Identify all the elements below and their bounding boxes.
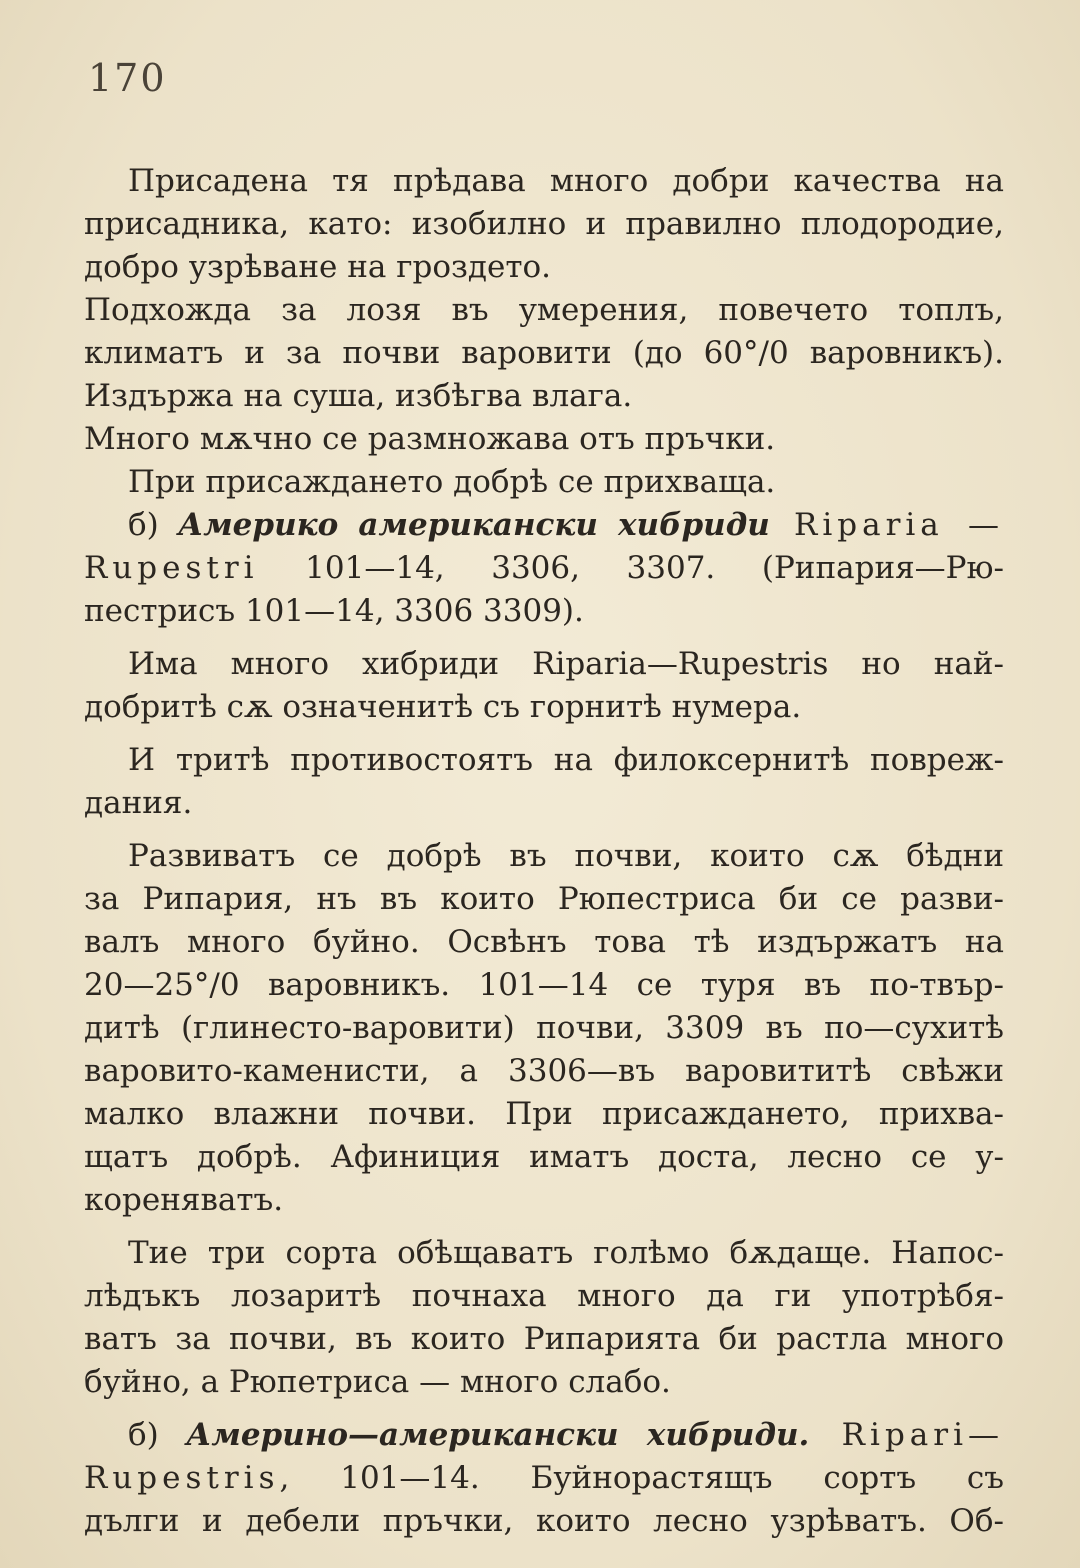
text-line: кореняватъ. [84, 1182, 284, 1218]
text-line: И тритѣ противостоятъ на филоксернитѣ повреж- [128, 742, 1004, 778]
spaced-latin-name: Rupestri [84, 550, 259, 586]
paragraph-gap [84, 825, 1004, 835]
text-line: дания. [84, 785, 193, 821]
text-line: дитѣ (глинесто-варовити) почви, 3309 въ по—сухитѣ [84, 1010, 1004, 1046]
text-line: валъ много буйно. Освѣнъ това тѣ издържатъ на [84, 924, 1004, 960]
italic-heading: Америно—американски хибриди. [186, 1417, 810, 1453]
text-line: пестрисъ 101—14, 3306 3309). [84, 593, 584, 629]
text-line: Тие три сорта обѣщаватъ голѣмо бѫдаще. Напос- [128, 1235, 1004, 1271]
text-line: дълги и дебели пръчки, които лесно узрѣватъ. Об- [84, 1503, 1004, 1539]
page-number: 170 [88, 56, 167, 100]
paragraph-gap [84, 729, 1004, 739]
text-line [84, 504, 1004, 547]
text-segment: б) [128, 1417, 187, 1453]
text-line: варовито-каменисти, а 3306—въ варовититѣ свѣжи [84, 1053, 1004, 1089]
text-line: присадника, като: изобилно и правилно плодородие, [84, 206, 1004, 242]
text-segment: , 101—14. Буйнорастящъ сортъ съ [279, 1460, 1004, 1496]
text-line: При присаждането добрѣ се прихваща. [128, 464, 776, 500]
text-line: добро узрѣване на гроздето. [84, 249, 552, 285]
text-segment: б) [128, 507, 178, 543]
text-line: добритѣ сѫ означенитѣ съ горнитѣ нумера. [84, 689, 802, 725]
page-text [84, 160, 1004, 1543]
text-line [84, 547, 1004, 590]
text-line: лѣдъкъ лозаритѣ почнаха много да ги употрѣбя- [84, 1278, 1004, 1314]
text-segment: 101—14, 3306, 3307. (Рипария—Рю- [258, 550, 1004, 586]
paragraph-gap [84, 1222, 1004, 1232]
text-line: Издържа на суша, избѣгва влага. [84, 378, 633, 414]
paragraph-gap [84, 1404, 1004, 1414]
text-line [84, 1414, 1004, 1457]
text-line: Подхожда за лозя въ умерения, повечето топлъ, [84, 292, 1004, 328]
text-line: 20—25°/0 варовникъ. 101—14 се туря въ по-твър- [84, 967, 1004, 1003]
text-line: ватъ за почви, въ които Рипарията би растла много [84, 1321, 1004, 1357]
text-line: щатъ добрѣ. Афиниция иматъ доста, лесно се у- [84, 1139, 1004, 1175]
text-line: Има много хибриди Riparia—Rupestris но най- [128, 646, 1004, 682]
text-line: за Рипария, нъ въ които Рюпестриса би се разви- [84, 881, 1004, 917]
paragraph-gap [84, 633, 1004, 643]
spaced-latin-name: Ripari— [809, 1417, 1004, 1453]
text-line: Много мѫчно се размножава отъ пръчки. [84, 421, 776, 457]
text-line: климатъ и за почви варовити (до 60°/0 варовникъ). [84, 335, 1004, 371]
italic-heading: Америко американски хибриди [177, 507, 770, 543]
text-line: Присадена тя прѣдава много добри качества на [128, 163, 1004, 199]
text-line: буйно, а Рюпетриса — много слабо. [84, 1364, 671, 1400]
text-line: малко влажни почви. При присаждането, прихва- [84, 1096, 1004, 1132]
text-line: Развиватъ се добрѣ въ почви, които сѫ бѣдни [128, 838, 1004, 874]
spaced-latin-name: Rupestris [84, 1460, 280, 1496]
spaced-latin-name: Riparia — [769, 507, 1004, 543]
text-line [84, 1457, 1004, 1500]
